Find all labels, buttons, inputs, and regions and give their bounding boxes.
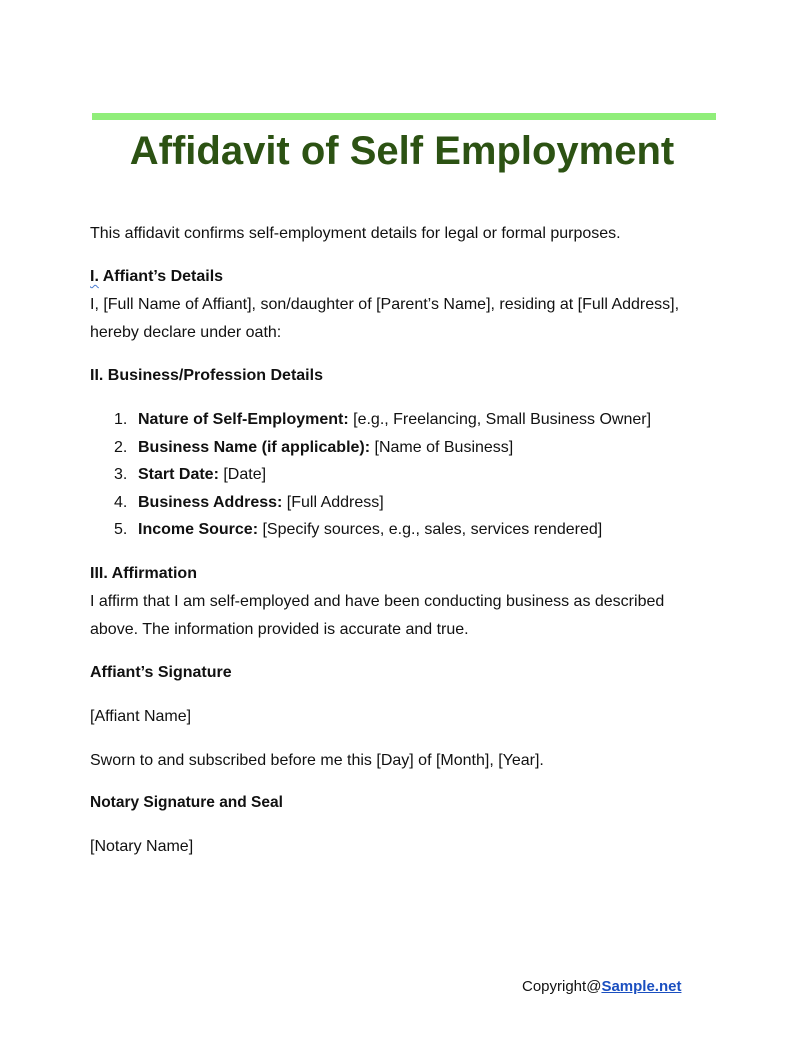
- list-item-number: 4.: [114, 493, 128, 511]
- section-heading-text: Affiant’s Details: [98, 268, 224, 285]
- list-item-label: Business Address:: [138, 493, 283, 511]
- list-item-value: [Date]: [218, 466, 267, 483]
- copyright-prefix: Copyright@: [522, 978, 602, 995]
- document-body: [90, 220, 710, 861]
- notary-signature-heading: Notary Signature and Seal: [90, 793, 283, 811]
- list-item-number: 2.: [114, 438, 128, 456]
- list-item-number: 3.: [114, 466, 128, 483]
- list-item-number: 5.: [114, 521, 128, 538]
- section-heading-business-details: II. Business/Profession Details: [90, 367, 323, 384]
- sample-net-link[interactable]: Sample.net: [601, 978, 682, 995]
- list-item-value: [Specify sources, e.g., sales, services rendered]: [258, 521, 603, 538]
- business-details-list: [90, 406, 710, 544]
- section-number: I.: [90, 268, 99, 285]
- list-item: [90, 489, 710, 517]
- copyright-footer: [522, 976, 681, 998]
- section-heading-affiant-details: [90, 263, 710, 291]
- list-item-label: Business Name (if applicable):: [138, 438, 371, 456]
- sworn-statement: Sworn to and subscribed before me this [Day] of [Month], [Year].: [90, 751, 544, 769]
- list-item-value: [e.g., Freelancing, Small Business Owner]: [348, 411, 652, 428]
- list-item-value: [Name of Business]: [370, 438, 514, 456]
- notary-name-placeholder: [Notary Name]: [90, 837, 194, 855]
- list-item: [90, 434, 710, 462]
- list-item-label: Start Date:: [138, 466, 219, 483]
- list-item-value: [Full Address]: [282, 493, 384, 511]
- list-item: [90, 461, 710, 489]
- affiant-signature-heading: Affiant’s Signature: [90, 663, 232, 681]
- list-item-label: Nature of Self-Employment:: [138, 411, 349, 428]
- affirmation-paragraph: I affirm that I am self-employed and have been conducting business as described above. The information provided is accurate and true.: [90, 592, 665, 638]
- list-item-number: 1.: [114, 411, 128, 428]
- intro-paragraph: This affidavit confirms self-employment details for legal or formal purposes.: [90, 225, 621, 242]
- affiant-name-placeholder: [Affiant Name]: [90, 707, 192, 725]
- document-title: Affidavit of Self Employment: [129, 129, 675, 173]
- title-accent-rule: [92, 113, 716, 120]
- section-heading-affirmation: III. Affirmation: [90, 564, 197, 582]
- list-item: [90, 406, 710, 434]
- affiant-details-paragraph: I, [Full Name of Affiant], son/daughter of [Parent’s Name], residing at [Full Address], hereby declare under oath:: [90, 296, 680, 341]
- list-item: [90, 516, 710, 544]
- list-item-label: Income Source:: [138, 521, 259, 538]
